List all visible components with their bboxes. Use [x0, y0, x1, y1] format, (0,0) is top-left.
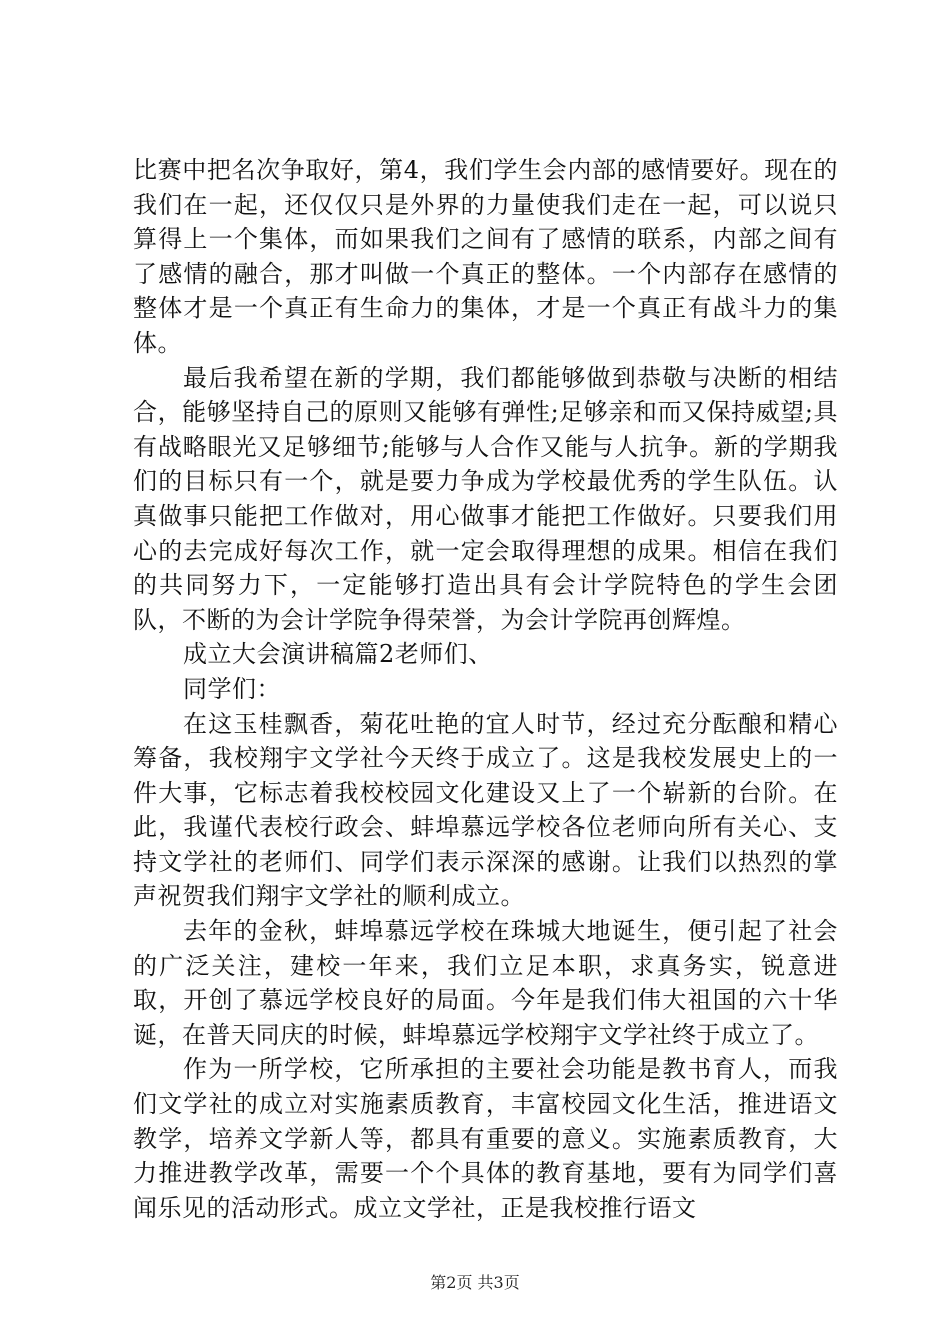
paragraph-3-heading: 成立大会演讲稿篇2老师们、 — [183, 640, 493, 669]
paragraph-2: 最后我希望在新的学期，我们都能够做到恭敬与决断的相结合，能够坚持自己的原则又能够有弹性;足够亲和而又保持威望;具有战略眼光又足够细节;能够与人合作又能与人抗争。新的学期我们的目标只有一个，就是要力争成为学校最优秀的学生队伍。认真做事只能把工作做对，用心做事才能把工作做好。只要我们用心的去完成好每次工作，就一定会取得理想的成果。相信在我们的共同努力下，一定能够打造出具有会计学院特色的学生会团队，不断的为会计学院争得荣誉，为会计学院再创辉煌。 — [133, 363, 838, 634]
paragraph-4-salutation: 同学们： — [183, 674, 281, 703]
document-body — [133, 153, 838, 1225]
paragraph-6: 去年的金秋，蚌埠慕远学校在珠城大地诞生，便引起了社会的广泛关注，建校一年来，我们立足本职，求真务实，锐意进取，开创了慕远学校良好的局面。今年是我们伟大祖国的六十华诞，在普天同庆的时候，蚌埠慕远学校翔宇文学社终于成立了。 — [133, 917, 838, 1049]
paragraph-1: 比赛中把名次争取好，第4，我们学生会内部的感情要好。现在的我们在一起，还仅仅只是外界的力量使我们走在一起，可以说只算得上一个集体，而如果我们之间有了感情的联系，内部之间有了感情的融合，那才叫做一个真正的整体。一个内部存在感情的整体才是一个真正有生命力的集体，才是一个真正有战斗力的集体。 — [133, 156, 838, 357]
page-footer: 第2页 共3页 — [430, 1273, 520, 1292]
paragraph-7: 作为一所学校，它所承担的主要社会功能是教书育人，而我们文学社的成立对实施素质教育，丰富校园文化生活，推进语文教学，培养文学新人等，都具有重要的意义。实施素质教育，大力推进教学改革，需要一个个具体的教育基地，要有为同学们喜闻乐见的活动形式。成立文学社，正是我校推行语文 — [133, 1055, 838, 1222]
paragraph-5: 在这玉桂飘香，菊花吐艳的宜人时节，经过充分酝酿和精心筹备，我校翔宇文学社今天终于成立了。这是我校发展史上的一件大事，它标志着我校校园文化建设又上了一个崭新的台阶。在此，我谨代表校行政会、蚌埠慕远学校各位老师向所有关心、支持文学社的老师们、同学们表示深深的感谢。让我们以热烈的掌声祝贺我们翔宇文学社的顺利成立。 — [133, 709, 838, 911]
